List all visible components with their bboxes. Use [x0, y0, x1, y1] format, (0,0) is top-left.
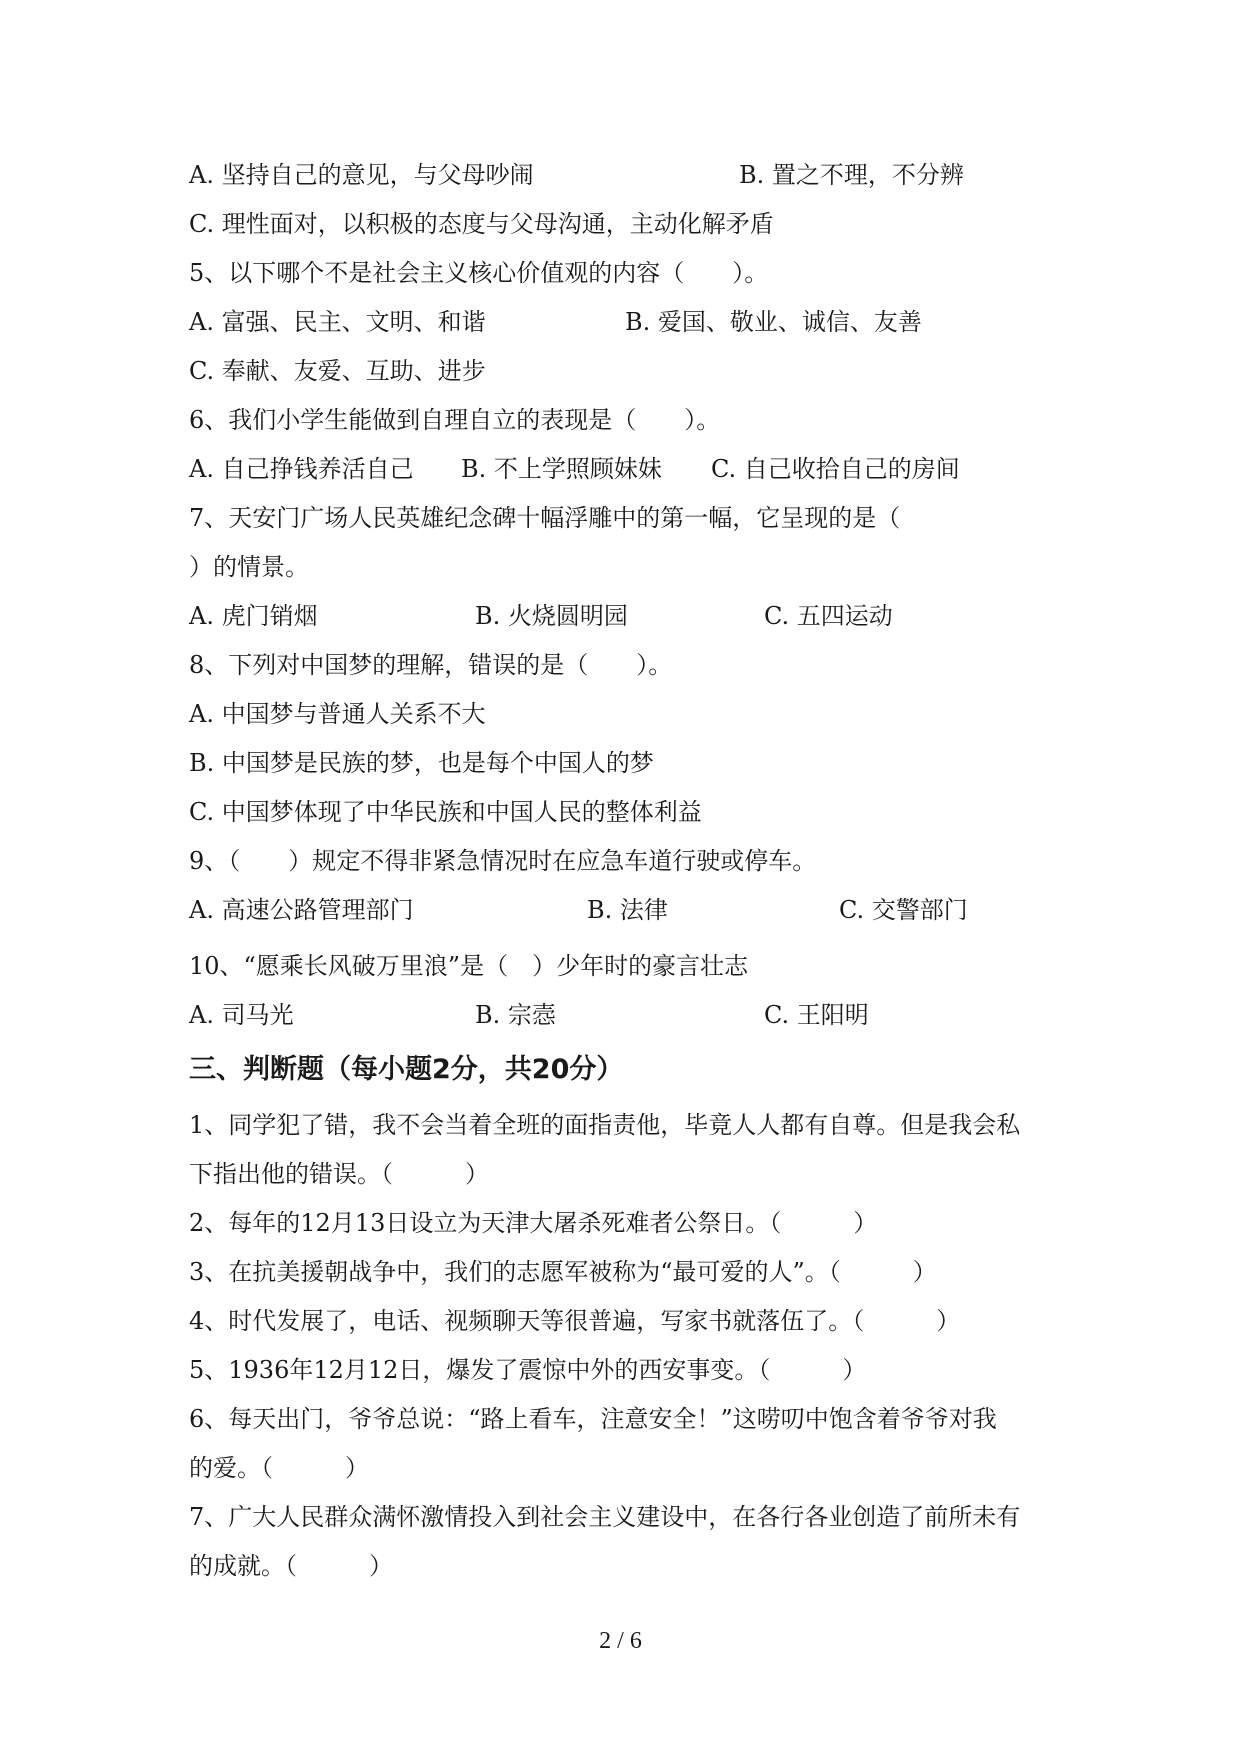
option-c: C. 五四运动	[764, 602, 893, 630]
section-heading: 三、判断题（每小题2分，共20分）	[189, 1054, 624, 1085]
option-c: C. 交警部门	[839, 896, 968, 924]
option-c: C. 奉献、友爱、互助、进步	[189, 357, 486, 385]
judgement-item: 2、每年的12月13日设立为天津大屠杀死难者公祭日。（ ）	[189, 1209, 878, 1237]
option-c: C. 中国梦体现了中华民族和中国人民的整体利益	[189, 798, 702, 826]
option-b: B. 火烧圆明园	[475, 602, 628, 630]
question-stem: 10、“愿乘长风破万里浪”是（ ）少年时的豪言壮志	[189, 952, 749, 980]
question-stem: 7、天安门广场人民英雄纪念碑十幅浮雕中的第一幅，它呈现的是（	[189, 504, 901, 532]
option-a: A. 自己挣钱养活自己	[189, 455, 414, 483]
judgement-item: 1、同学犯了错，我不会当着全班的面指责他，毕竟人人都有自尊。但是我会私	[189, 1111, 1021, 1139]
question-stem: 8、下列对中国梦的理解，错误的是（ ）。	[189, 651, 673, 679]
option-c: C. 理性面对，以积极的态度与父母沟通，主动化解矛盾	[189, 210, 774, 238]
judgement-item: 5、1936年12月12日，爆发了震惊中外的西安事变。（ ）	[189, 1356, 867, 1384]
judgement-item: 3、在抗美援朝战争中，我们的志愿军被称为“最可爱的人”。（ ）	[189, 1258, 937, 1286]
option-b: B. 法律	[587, 896, 668, 924]
option-b: B. 爱国、敬业、诚信、友善	[625, 308, 922, 336]
option-a: A. 富强、民主、文明、和谐	[189, 308, 486, 336]
judgement-item: 4、时代发展了，电话、视频聊天等很普遍，写家书就落伍了。（ ）	[189, 1307, 961, 1335]
judgement-item: 7、广大人民群众满怀激情投入到社会主义建设中，在各行各业创造了前所未有	[189, 1503, 1021, 1531]
option-a: A. 虎门销烟	[189, 602, 318, 630]
option-a: A. 高速公路管理部门	[189, 896, 414, 924]
judgement-item: 6、每天出门，爷爷总说：“路上看车，注意安全！”这唠叨中饱含着爷爷对我	[189, 1405, 997, 1433]
judgement-item-continued: 的成就。（ ）	[189, 1552, 393, 1580]
page-number: 2 / 6	[599, 1628, 642, 1654]
judgement-item-continued: 的爱。（ ）	[189, 1454, 369, 1482]
option-b: B. 置之不理，不分辨	[739, 161, 964, 189]
question-stem: 9、（ ）规定不得非紧急情况时在应急车道行驶或停车。	[189, 847, 817, 875]
option-b: B. 中国梦是民族的梦，也是每个中国人的梦	[189, 749, 654, 777]
option-b: B. 不上学照顾妹妹	[461, 455, 662, 483]
question-stem: 6、我们小学生能做到自理自立的表现是（ ）。	[189, 406, 721, 434]
question-stem-continued: ）的情景。	[189, 553, 309, 581]
question-stem: 5、以下哪个不是社会主义核心价值观的内容（ ）。	[189, 259, 769, 287]
option-c: C. 王阳明	[764, 1001, 869, 1029]
option-a: A. 坚持自己的意见，与父母吵闹	[189, 161, 534, 189]
option-a: A. 中国梦与普通人关系不大	[189, 700, 486, 728]
option-a: A. 司马光	[189, 1001, 294, 1029]
option-b: B. 宗悫	[475, 1001, 556, 1029]
option-c: C. 自己收拾自己的房间	[711, 455, 960, 483]
judgement-item-continued: 下指出他的错误。（ ）	[189, 1160, 489, 1188]
